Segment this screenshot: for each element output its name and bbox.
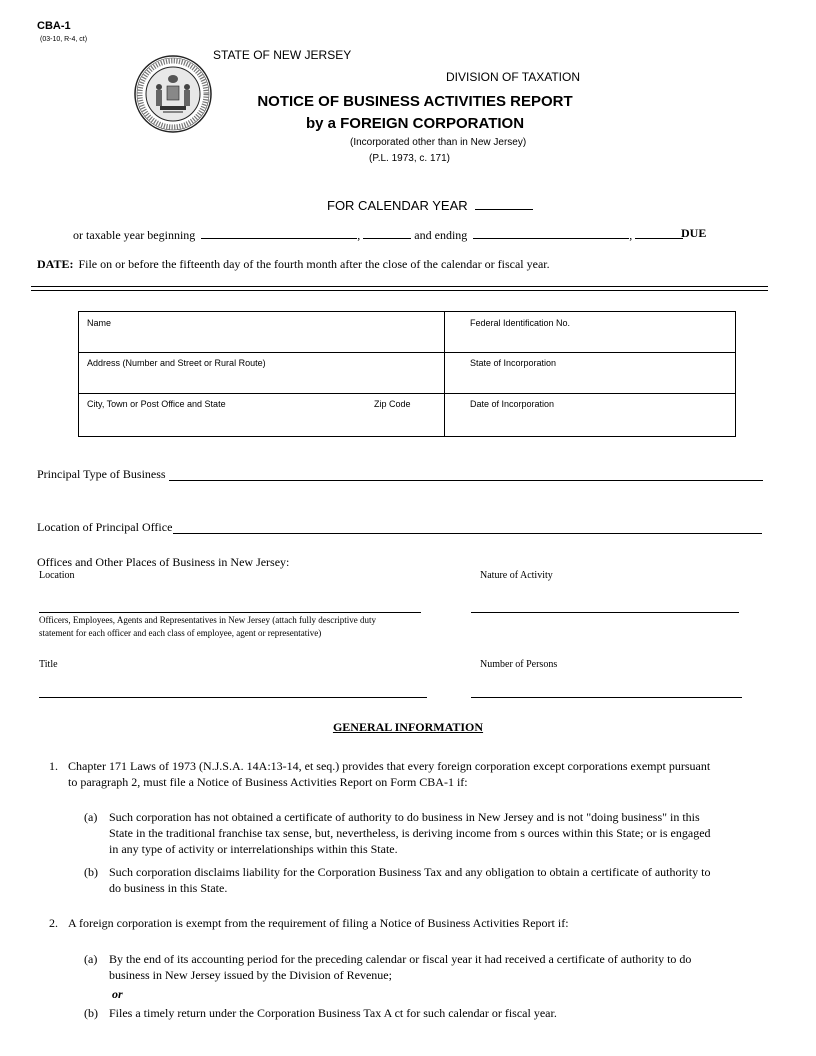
officers-note (39, 614, 376, 640)
name-field-label[interactable]: Name (87, 318, 112, 328)
calendar-year-row (327, 197, 533, 213)
item-2a-label: (a) (84, 952, 98, 966)
offices-heading: Offices and Other Places of Business in New Jersey: (37, 555, 290, 569)
divider-rule (31, 286, 768, 287)
item-2-number: 2. (49, 916, 58, 930)
city-field-label[interactable]: City, Town or Post Office and State (87, 399, 226, 409)
form-statute: (P.L. 1973, c. 171) (369, 153, 450, 164)
item-1-line2: to paragraph 2, must file a Notice of Business Activities Report on Form CBA-1 if: (68, 775, 468, 789)
beginning-year-field[interactable] (363, 226, 411, 239)
due-label: DUE (681, 226, 707, 240)
principal-type-label: Principal Type of Business (37, 467, 166, 481)
location-field[interactable] (39, 612, 421, 613)
nature-of-activity-label: Nature of Activity (480, 570, 553, 581)
officers-note-line1: Officers, Employees, Agents and Representatives in New Jersey (attach fully descriptive duty (39, 615, 376, 625)
number-of-persons-field[interactable] (471, 697, 742, 698)
state-name: STATE OF NEW JERSEY (213, 48, 352, 62)
item-1a-line1: Such corporation has not obtained a certificate of authority to do business in New Jersey and is not "doing business" in this (109, 810, 700, 824)
item-2a-line1: By the end of its accounting period for the preceding calendar or fiscal year it had received a certificate of authority to do (109, 952, 692, 966)
title-field[interactable] (39, 697, 427, 698)
form-revision: (03-10, R-4, ct) (40, 36, 88, 43)
nature-of-activity-field[interactable] (471, 612, 739, 613)
form-title: NOTICE OF BUSINESS ACTIVITIES REPORT (257, 93, 573, 110)
item-1b-line2: do business in this State. (109, 881, 228, 895)
date-note-text: File on or before the fifteenth day of the fourth month after the close of the calendar or fiscal year. (78, 257, 550, 271)
date-note (37, 257, 550, 272)
ending-date-field[interactable] (473, 226, 629, 239)
item-2-line1: A foreign corporation is exempt from the requirement of filing a Notice of Business Activities Report if: (68, 916, 569, 930)
title-label: Title (39, 659, 58, 670)
general-information-heading: GENERAL INFORMATION (332, 720, 484, 734)
taxable-year-label: or taxable year beginning (73, 228, 196, 242)
principal-office-field[interactable] (173, 533, 762, 534)
box-divider (79, 352, 735, 353)
comma-2: , (629, 228, 633, 242)
number-of-persons-label: Number of Persons (480, 659, 558, 670)
taxable-year-row (73, 226, 683, 243)
division-name: DIVISION OF TAXATION (446, 70, 581, 84)
form-id: CBA-1 (37, 20, 71, 32)
and-ending-label: and ending (414, 228, 468, 242)
state-of-incorporation-field-label[interactable]: State of Incorporation (470, 358, 557, 368)
principal-office-label: Location of Principal Office (37, 520, 173, 534)
principal-type-field[interactable] (169, 480, 763, 481)
zip-field-label[interactable]: Zip Code (374, 399, 411, 409)
item-1a-label: (a) (84, 810, 98, 824)
calendar-year-field[interactable] (475, 197, 533, 210)
item-1a-line3: in any type of activity or interrelationships within this State. (109, 842, 398, 856)
date-of-incorporation-field-label[interactable]: Date of Incorporation (470, 399, 555, 409)
ending-year-field[interactable] (635, 226, 683, 239)
item-1b-line1: Such corporation disclaims liability for the Corporation Business Tax and any obligation to obtain a certificate of authority to (109, 865, 711, 879)
item-1b-label: (b) (84, 865, 98, 879)
comma-1: , (357, 228, 361, 242)
corporation-info-box (78, 311, 736, 437)
item-2b-line1: Files a timely return under the Corporation Business Tax A ct for such calendar or fiscal year. (109, 1006, 557, 1020)
federal-id-field-label[interactable]: Federal Identification No. (470, 318, 571, 328)
date-note-label: DATE: (37, 257, 74, 271)
box-divider (79, 393, 735, 394)
item-2b-label: (b) (84, 1006, 98, 1020)
divider-rule (31, 290, 768, 291)
calendar-year-label: FOR CALENDAR YEAR (327, 198, 468, 213)
item-2a-line2: business in New Jersey issued by the Division of Revenue; (109, 968, 392, 982)
location-label: Location (39, 570, 75, 581)
form-title-line2: by a FOREIGN CORPORATION (305, 115, 525, 132)
officers-note-line2: statement for each officer and each class of employee, agent or representative) (39, 628, 322, 638)
item-1a-line2: State in the traditional franchise tax sense, but, nevertheless, is deriving income from s ources within this State; or is engaged (109, 826, 711, 840)
box-divider (444, 312, 445, 436)
beginning-date-field[interactable] (201, 226, 357, 239)
address-field-label[interactable]: Address (Number and Street or Rural Route) (87, 358, 266, 368)
general-information-body (0, 758, 816, 1038)
item-1-number: 1. (49, 759, 58, 773)
or-word: or (112, 987, 123, 1001)
form-subtitle: (Incorporated other than in New Jersey) (350, 137, 527, 148)
item-1-line1: Chapter 171 Laws of 1973 (N.J.S.A. 14A:13-14, et seq.) provides that every foreign corporation except corporations exempt pursuant (68, 759, 711, 773)
